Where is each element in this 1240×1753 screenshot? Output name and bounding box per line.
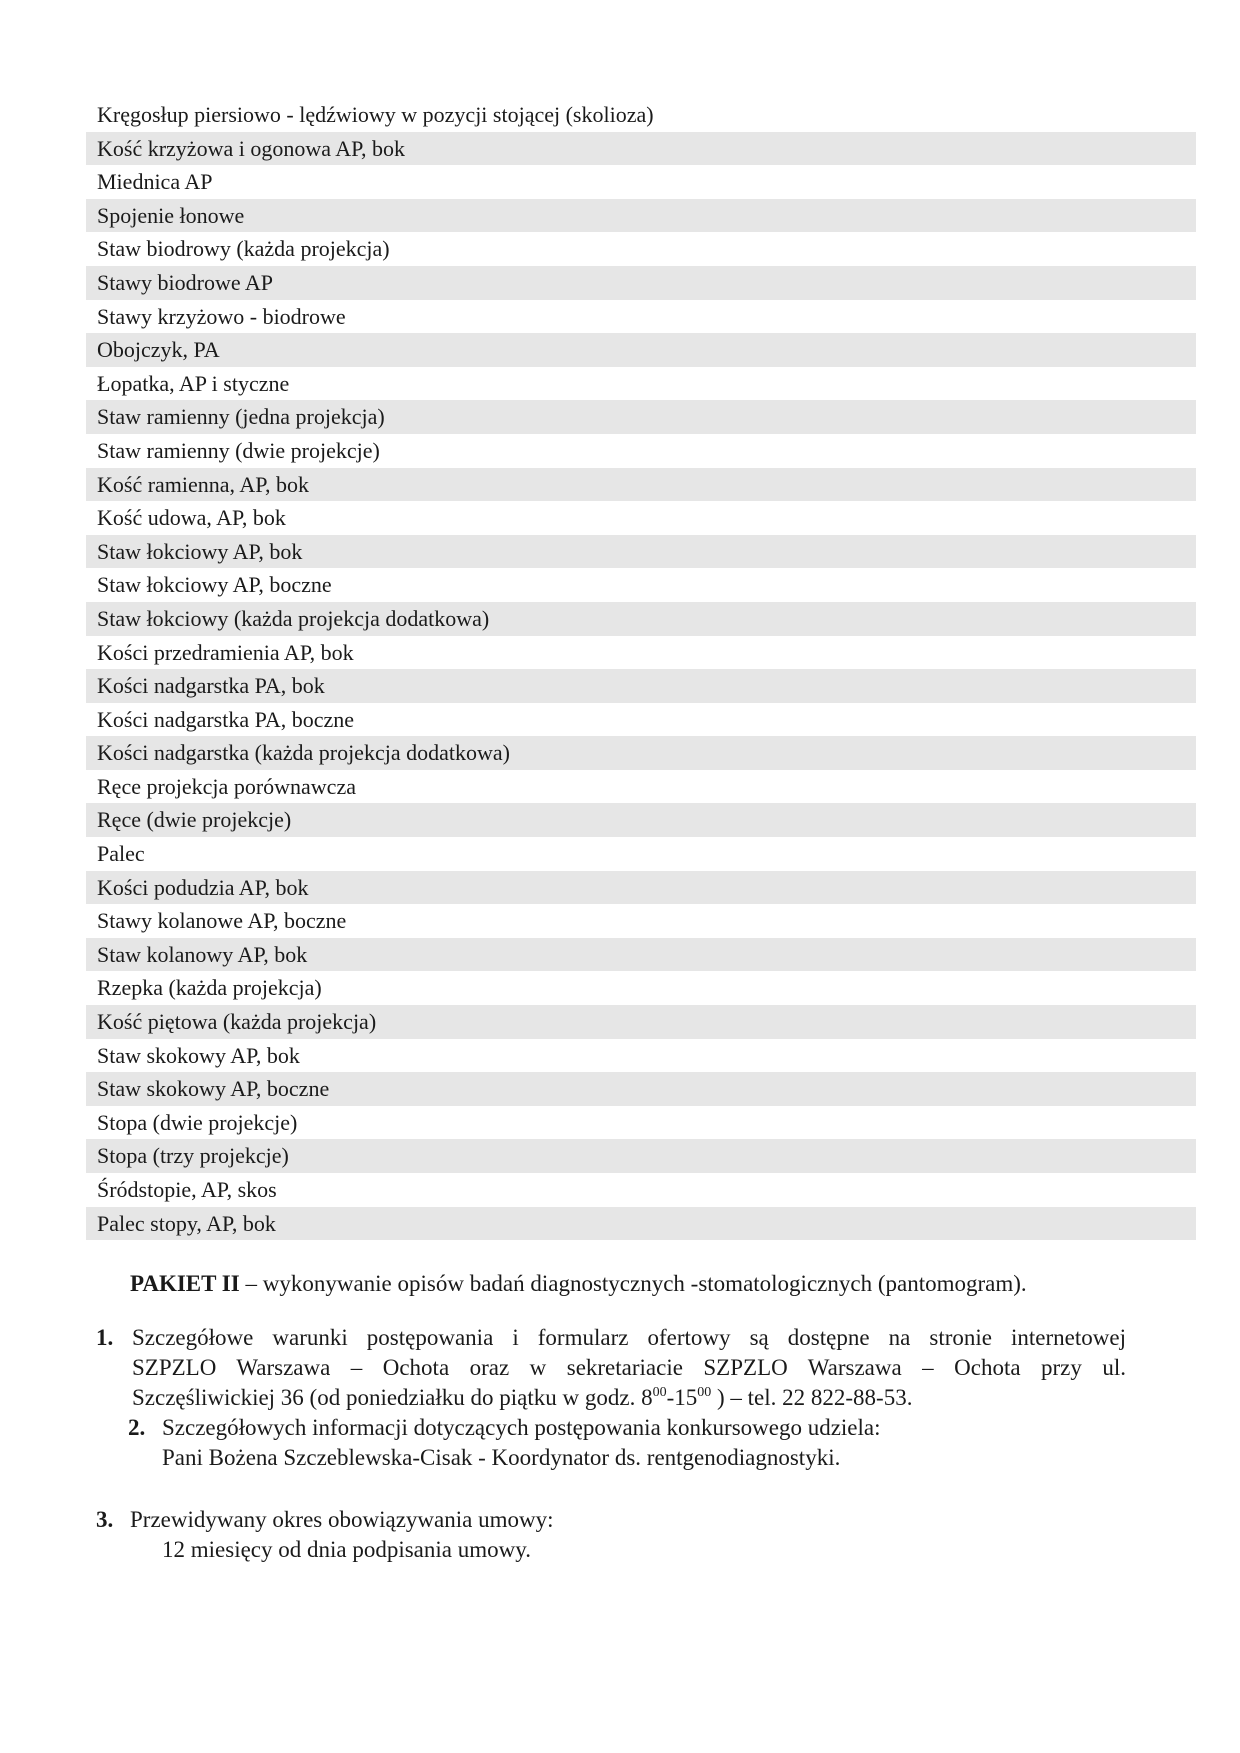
procedure-row: Kość udowa, AP, bok [97,505,286,531]
item-text-line: Szczegółowe warunki postępowania i formularz ofertowy są dostępne na stronie internetowej [132,1325,1126,1350]
contact-hours-text: -15 [666,1385,698,1410]
procedure-row: Staw biodrowy (każda projekcja) [97,236,390,262]
procedure-row: Stopa (dwie projekcje) [97,1109,298,1135]
procedure-row: Łopatka, AP i styczne [97,370,290,396]
pakiet-heading [130,1271,1027,1297]
procedure-row: Kości nadgarstka PA, bok [86,669,1196,703]
procedure-row: Kość piętowa (każda projekcja) [86,1005,1196,1039]
procedure-row: Kręgosłup piersiowo - lędźwiowy w pozycji stojącej (skolioza) [97,102,654,127]
procedure-row: Palec stopy, AP, bok [86,1207,1196,1241]
procedure-row: Kości przedramienia AP, bok [97,639,354,665]
procedure-row: Ręce projekcja porównawcza [97,773,356,799]
numbered-item-3 [96,1505,996,1565]
item-text-line: 12 miesięcy od dnia podpisania umowy. [162,1537,531,1562]
pakiet-label: PAKIET II [130,1271,240,1296]
contact-hours-text: Szczęśliwickiej 36 (od poniedziałku do piątku w godz. 8 [132,1385,653,1410]
procedure-row: Staw łokciowy AP, bok [86,535,1196,569]
procedure-row: Stawy kolanowe AP, boczne [97,908,347,934]
pakiet-description: – wykonywanie opisów badań diagnostycznych -stomatologicznych (pantomogram). [239,1271,1027,1296]
item-text-line: SZPZLO Warszawa – Ochota oraz w sekretariacie SZPZLO Warszawa – Ochota przy ul. [132,1355,1126,1380]
procedure-row: Staw łokciowy (każda projekcja dodatkowa) [86,602,1196,636]
superscript-minutes: 00 [652,1385,667,1400]
item-number: 3. [96,1507,114,1532]
numbered-item-2 [128,1413,1028,1473]
procedure-row: Staw kolanowy AP, bok [86,938,1196,972]
procedure-row: Kość krzyżowa i ogonowa AP, bok [86,132,1196,166]
numbered-item-1 [96,1323,1126,1413]
procedure-row: Staw skokowy AP, bok [97,1042,300,1068]
procedure-row: Staw ramienny (jedna projekcja) [86,400,1196,434]
procedure-row: Spojenie łonowe [86,199,1196,233]
procedure-row: Kości nadgarstka (każda projekcja dodatkowa) [86,736,1196,770]
procedure-row: Ręce (dwie projekcje) [86,803,1196,837]
procedure-row: Kość ramienna, AP, bok [86,468,1196,502]
procedure-row: Obojczyk, PA [86,333,1196,367]
item-text-line [132,1383,1126,1413]
procedure-row: Staw ramienny (dwie projekcje) [97,437,380,463]
procedure-row: Stawy krzyżowo - biodrowe [97,303,346,329]
item-text-line: Przewidywany okres obowiązywania umowy: [130,1507,554,1532]
procedure-row: Rzepka (każda projekcja) [97,975,322,1001]
procedure-row: Kości podudzia AP, bok [86,871,1196,905]
item-text-line: Pani Bożena Szczeblewska-Cisak - Koordynator ds. rentgenodiagnostyki. [162,1445,841,1470]
procedure-row: Stawy biodrowe AP [86,266,1196,300]
contact-phone-text: ) – tel. 22 822-88-53. [711,1385,913,1410]
superscript-minutes: 00 [697,1385,712,1400]
procedure-row: Miednica AP [97,169,213,195]
procedure-row: Śródstopie, AP, skos [97,1177,277,1202]
procedure-row: Staw skokowy AP, boczne [86,1072,1196,1106]
procedure-row: Kości nadgarstka PA, boczne [97,706,355,732]
procedure-list [86,98,1196,1240]
item-text-line: Szczegółowych informacji dotyczących postępowania konkursowego udziela: [162,1415,881,1440]
item-number: 1. [96,1325,114,1350]
item-number: 2. [128,1415,146,1440]
procedure-row: Staw łokciowy AP, boczne [97,572,332,598]
procedure-row: Stopa (trzy projekcje) [86,1139,1196,1173]
procedure-row: Palec [97,841,145,867]
